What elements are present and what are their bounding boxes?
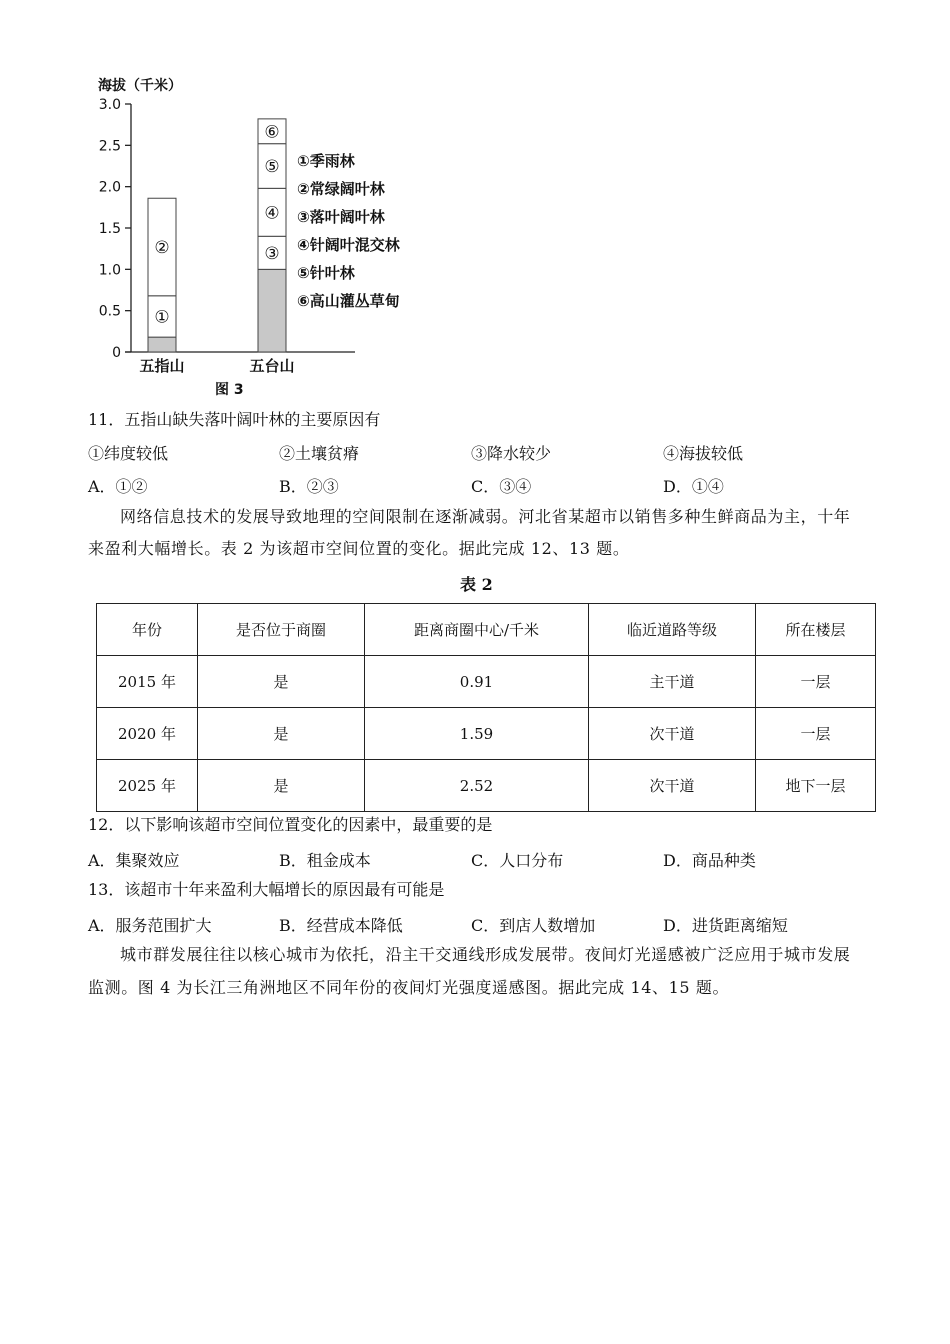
- bar-segment: [148, 337, 176, 352]
- cell-in-district: 是: [198, 656, 365, 708]
- header-distance: 距离商圈中心/千米: [365, 604, 589, 656]
- intro-12-line-1: 网络信息技术的发展导致地理的空间限制在逐渐减弱。河北省某超市以销售多种生鲜商品为主，十年: [120, 507, 851, 526]
- table-2: [96, 603, 876, 812]
- q12-stem: 12．以下影响该超市空间位置变化的因素中，最重要的是: [88, 815, 493, 834]
- bar-segment: [258, 269, 286, 352]
- cell-floor: 一层: [756, 708, 876, 760]
- q12-option-b: B．租金成本: [279, 851, 371, 870]
- y-tick-label: 0.5: [98, 303, 121, 320]
- table-2-title: 表 2: [460, 575, 493, 594]
- cell-in-district: 是: [198, 760, 365, 812]
- x-category-label: 五指山: [139, 357, 185, 375]
- legend-item: ②常绿阔叶林: [297, 180, 385, 198]
- q11-stem: 11．五指山缺失落叶阔叶林的主要原因有: [88, 410, 381, 429]
- cell-road-grade: 次干道: [589, 708, 756, 760]
- q13-option-b: B．经营成本降低: [279, 916, 403, 935]
- cell-year: 2015 年: [97, 656, 198, 708]
- bar-segment-label: ①: [154, 307, 170, 328]
- q13-option-c: C．到店人数增加: [471, 916, 596, 935]
- q11-item-4: ④海拔较低: [663, 444, 744, 463]
- q11-option-b: B．②③: [279, 477, 339, 496]
- cell-distance: 2.52: [365, 760, 589, 812]
- legend-item: ⑤针叶林: [297, 264, 355, 282]
- y-tick-label: 3.0: [98, 97, 121, 113]
- table-row: [97, 708, 876, 760]
- legend-item: ④针阔叶混交林: [297, 236, 400, 254]
- bar-segment-label: ②: [154, 238, 170, 259]
- table-row: [97, 656, 876, 708]
- table-header-row: [97, 604, 876, 656]
- header-road-grade: 临近道路等级: [589, 604, 756, 656]
- y-tick-label: 0: [112, 345, 121, 361]
- header-floor: 所在楼层: [756, 604, 876, 656]
- cell-floor: 地下一层: [756, 760, 876, 812]
- q13-option-a: A．服务范围扩大: [88, 916, 212, 935]
- cell-in-district: 是: [198, 708, 365, 760]
- cell-year: 2020 年: [97, 708, 198, 760]
- table-row: [97, 760, 876, 812]
- x-category-label: 五台山: [249, 357, 295, 375]
- figure-3-caption: 图 3: [215, 382, 244, 398]
- q13-stem: 13．该超市十年来盈利大幅增长的原因最有可能是: [88, 880, 445, 899]
- header-year: 年份: [97, 604, 198, 656]
- cell-distance: 1.59: [365, 708, 589, 760]
- cell-floor: 一层: [756, 656, 876, 708]
- y-tick-label: 1.0: [98, 262, 121, 279]
- q12-option-a: A．集聚效应: [88, 851, 180, 870]
- bar-segment-label: ⑥: [264, 122, 280, 143]
- legend-item: ⑥高山灌丛草甸: [297, 292, 400, 310]
- q12-option-c: C．人口分布: [471, 851, 564, 870]
- bar-segment-label: ⑤: [264, 157, 280, 177]
- cell-distance: 0.91: [365, 656, 589, 708]
- cell-road-grade: 次干道: [589, 760, 756, 812]
- q11-item-3: ③降水较少: [471, 444, 552, 463]
- q11-item-1: ①纬度较低: [88, 444, 169, 463]
- y-tick-label: 2.0: [98, 179, 121, 196]
- bar-segment-label: ③: [264, 243, 280, 264]
- q11-option-c: C．③④: [471, 477, 532, 496]
- y-tick-label: 2.5: [98, 138, 121, 155]
- q12-option-d: D．商品种类: [663, 851, 756, 870]
- cell-year: 2025 年: [97, 760, 198, 812]
- figure-3-chart: [0, 0, 450, 410]
- q11-option-d: D．①④: [663, 477, 724, 496]
- y-axis-label: 海拔（千米）: [98, 78, 182, 94]
- y-tick-label: 1.5: [98, 221, 121, 237]
- q11-item-2: ②土壤贫瘠: [279, 444, 360, 463]
- bar-segment-label: ④: [264, 203, 280, 224]
- cell-road-grade: 主干道: [589, 656, 756, 708]
- intro-14-line-2: 监测。图 4 为长江三角洲地区不同年份的夜间灯光强度遥感图。据此完成 14、15 题。: [88, 978, 730, 997]
- legend-item: ③落叶阔叶林: [297, 208, 385, 226]
- q11-option-a: A．①②: [88, 477, 148, 496]
- legend-item: ①季雨林: [297, 152, 355, 170]
- q13-option-d: D．进货距离缩短: [663, 916, 788, 935]
- header-in-district: 是否位于商圈: [198, 604, 365, 656]
- intro-12-line-2: 来盈利大幅增长。表 2 为该超市空间位置的变化。据此完成 12、13 题。: [88, 539, 630, 558]
- intro-14-line-1: 城市群发展往往以核心城市为依托，沿主干交通线形成发展带。夜间灯光遥感被广泛应用于城市发展: [120, 945, 851, 964]
